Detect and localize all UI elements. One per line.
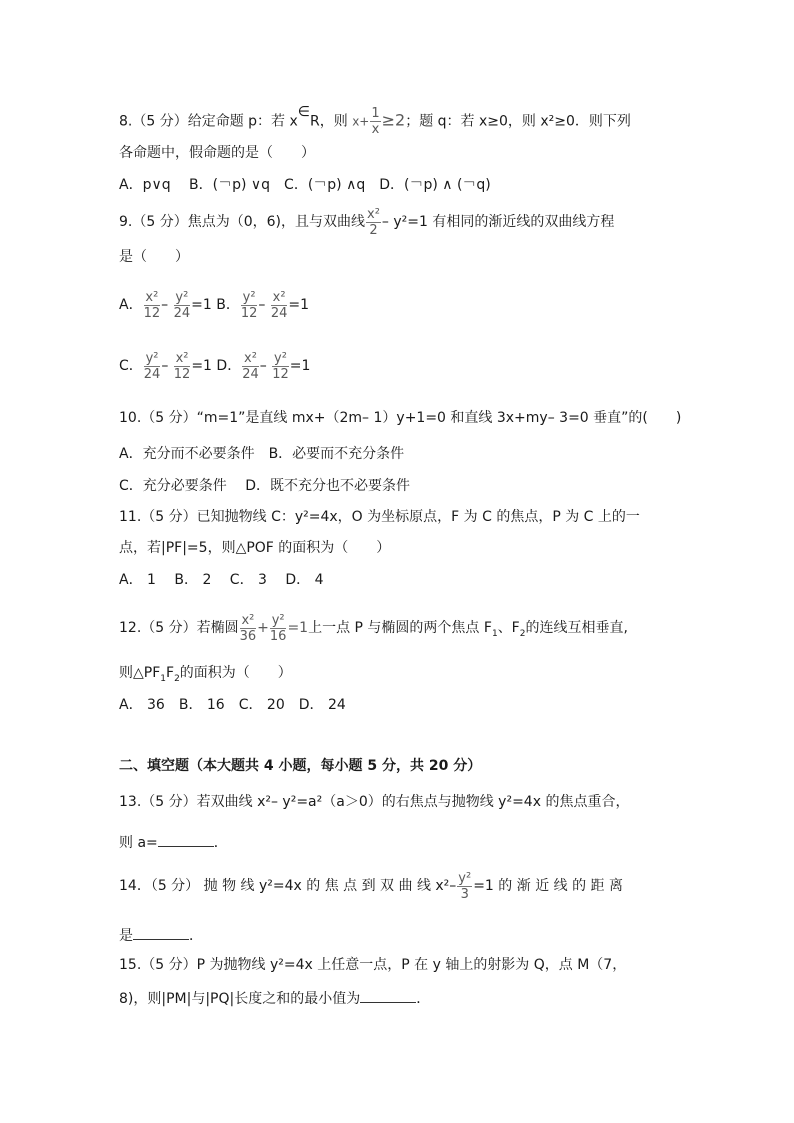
section-title-fill-in: 二、填空题（本大题共 4 小题，每小题 5 分，共 20 分） (119, 758, 482, 774)
q15-answer-blank[interactable] (360, 990, 416, 1003)
q8-element-of: ∈ (297, 103, 310, 120)
q13-line2: 则 a= ． (119, 835, 228, 851)
q8-options: A．p∨q B．(￢p) ∨q C．(￢p) ∧q D．(￢p) ∧ (￢q) (119, 177, 491, 193)
q8-ineq-rhs: ≥2 (381, 110, 406, 130)
q8-line2: 各命题中，假命题的是（ ） (119, 145, 315, 161)
q9-line2: 是（ ） (119, 249, 189, 265)
q14-hyperbola-fraction: $\frac{\text{y²}}{3}$ (458, 870, 472, 902)
q9-line1: 9.（5 分）焦点为（0，6)，且与双曲线 $\frac{\text{x²}}{2}$ – y²=1 有相同的渐近线的双曲线方程 (119, 206, 615, 238)
q14-line2: 是 ． (119, 928, 203, 944)
q9-options-cd: C． $\frac{\text{y²}}{24}$ – $\frac{\text{x²}}{12}$ =1 D． $\frac{\text{x²}}{24}$ – $\frac{\text{y²}}{12}$ =1 (119, 350, 311, 382)
q8-text-a: 8.（5 分）给定命题 p：若 x (119, 113, 298, 130)
q10-line1: 10.（5 分）“m=1”是直线 mx+（2m– 1）y+1=0 和直线 3x+my– 3=0 垂直”的( ) (119, 410, 682, 426)
q14-line1: 14．（5 分） 抛 物 线 y²=4x 的 焦 点 到 双 曲 线 x²– $\frac{\text{y²}}{3}$ =1 的 渐 近 线 的 距 离 (119, 870, 623, 902)
q12-ellipse-term1: $\frac{\text{x²}}{36}$ (239, 612, 257, 644)
q12-line2: 则$\triangle PF_1F_2$的面积为（ ） (119, 665, 292, 684)
q13-answer-blank[interactable] (158, 834, 214, 847)
q15-line1: 15.（5 分）P 为抛物线 y²=4x 上任意一点，P 在 y 轴上的射影为 Q，点 M（7， (119, 957, 627, 973)
q8-text-c: ；题 q：若 x≥0，则 x²≥0．则下列 (405, 113, 631, 130)
q10-options-1: A．充分而不必要条件 B．必要而不充分条件 (119, 446, 405, 462)
q8-ineq-x: x+ (352, 114, 370, 129)
q14-answer-blank[interactable] (133, 927, 189, 940)
q8-ineq-fraction: $\frac{1}{x}$ (371, 106, 380, 137)
q10-options-2: C．充分必要条件 D．既不充分也不必要条件 (119, 478, 411, 494)
q13-line1: 13.（5 分）若双曲线 x²– y²=a²（a＞0）的右焦点与抛物线 y²=4x 的焦点重合， (119, 794, 630, 810)
q12-line1: 12.（5 分）若椭圆 $\frac{\text{x²}}{36}$ + $\frac{\text{y²}}{16}$ =1上一点 P 与椭圆的两个焦点 $F_1$、$F_2$的连线互相垂直, (119, 612, 628, 644)
q11-line2: 点，若|PF|=5，则△POF 的面积为（ ） (119, 540, 391, 556)
q8-line1 (119, 103, 631, 137)
q15-line2: 8)，则|PM|与|PQ|长度之和的最小值为 ． (119, 991, 431, 1007)
q9-options-ab: A． $\frac{\text{x²}}{12}$ – $\frac{\text{y²}}{24}$ =1 B． $\frac{\text{y²}}{12}$ – $\frac{\text{x²}}{24}$ =1 (119, 289, 310, 321)
q12-options: A． 36 B． 16 C． 20 D． 24 (119, 697, 346, 713)
q12-ellipse-term2: $\frac{\text{y²}}{16}$ (269, 612, 287, 644)
q8-text-b: R，则 (310, 113, 353, 130)
q11-options: A． 1 B． 2 C． 3 D． 4 (119, 572, 324, 588)
q11-line1: 11.（5 分）已知抛物线 C：y²=4x，O 为坐标原点，F 为 C 的焦点，P 为 C 上的一 (119, 509, 640, 525)
q9-hyperbola-fraction: $\frac{\text{x²}}{2}$ (367, 206, 380, 238)
